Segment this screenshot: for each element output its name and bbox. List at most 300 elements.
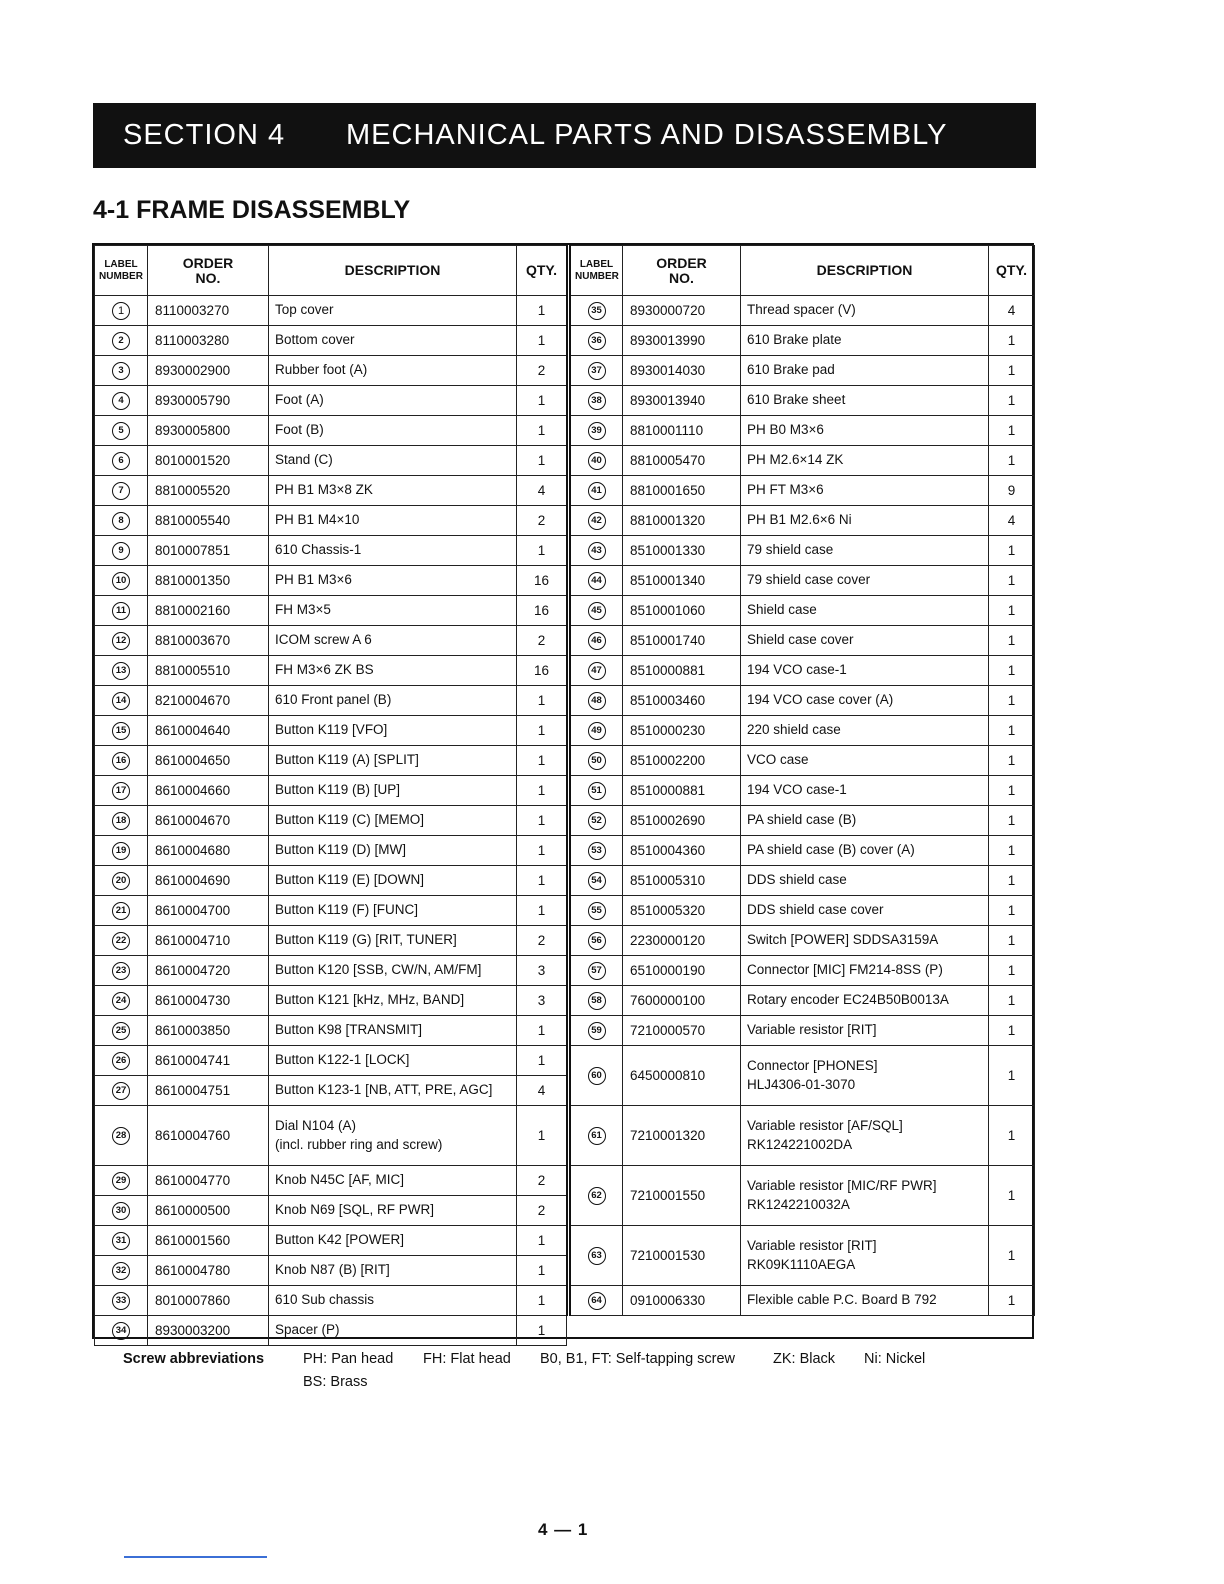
description-text: Button K123-1 [NB, ATT, PRE, AGC] bbox=[275, 1082, 493, 1098]
description-cell bbox=[741, 1226, 989, 1286]
description-text: DDS shield case bbox=[747, 872, 847, 888]
description-cell bbox=[269, 296, 517, 326]
table-row bbox=[569, 986, 1035, 1016]
description-text: Button K119 (C) [MEMO] bbox=[275, 812, 425, 828]
circled-label-icon: 32 bbox=[112, 1262, 130, 1280]
label-number-cell bbox=[569, 1166, 623, 1226]
table-row bbox=[95, 326, 567, 356]
table-row bbox=[95, 596, 567, 626]
description-text: Button K121 [kHz, MHz, BAND] bbox=[275, 992, 465, 1008]
description-text: Flexible cable P.C. Board B 792 bbox=[747, 1292, 937, 1308]
circled-label-icon: 63 bbox=[588, 1247, 606, 1265]
table-row bbox=[95, 956, 567, 986]
circled-label-icon: 36 bbox=[588, 332, 606, 350]
description-text: PH B1 M3×8 ZK bbox=[275, 482, 373, 498]
label-number-cell bbox=[569, 416, 623, 446]
description-text: Button K119 (D) [MW] bbox=[275, 842, 407, 858]
description-text: Button K122-1 [LOCK] bbox=[275, 1052, 410, 1068]
description-text: Button K119 [VFO] bbox=[275, 722, 388, 738]
description-cell bbox=[269, 956, 517, 986]
label-number-cell bbox=[95, 896, 148, 926]
description-text: Button K119 (E) [DOWN] bbox=[275, 872, 425, 888]
label-number-cell bbox=[95, 476, 148, 506]
table-row bbox=[95, 1076, 567, 1106]
qty-header: QTY. bbox=[989, 246, 1035, 296]
qty-cell: 1 bbox=[989, 386, 1035, 416]
circled-label-icon: 16 bbox=[112, 752, 130, 770]
description-text: Shield case cover bbox=[747, 632, 854, 648]
circled-label-icon: 29 bbox=[112, 1172, 130, 1190]
qty-cell: 2 bbox=[517, 1166, 567, 1196]
order-number-cell: 8510002200 bbox=[623, 746, 741, 776]
qty-cell: 1 bbox=[517, 446, 567, 476]
description-cell bbox=[269, 626, 517, 656]
order-number-cell: 8810002160 bbox=[148, 596, 269, 626]
qty-cell: 1 bbox=[989, 986, 1035, 1016]
qty-cell: 1 bbox=[989, 1046, 1035, 1106]
qty-cell: 2 bbox=[517, 506, 567, 536]
table-row bbox=[95, 1256, 567, 1286]
legend-bs: BS: Brass bbox=[303, 1374, 368, 1390]
description-cell bbox=[741, 356, 989, 386]
circled-label-icon: 11 bbox=[112, 602, 130, 620]
description-text: 610 Brake sheet bbox=[747, 392, 846, 408]
circled-label-icon: 44 bbox=[588, 572, 606, 590]
description-text: Foot (B) bbox=[275, 422, 324, 438]
table-row bbox=[569, 1226, 1035, 1286]
table-row bbox=[569, 716, 1035, 746]
label-number-cell bbox=[95, 446, 148, 476]
table-row bbox=[569, 626, 1035, 656]
description-cell bbox=[269, 926, 517, 956]
qty-cell: 1 bbox=[517, 1226, 567, 1256]
circled-label-icon: 46 bbox=[588, 632, 606, 650]
order-number-cell: 8610004770 bbox=[148, 1166, 269, 1196]
order-number-cell: 7210000570 bbox=[623, 1016, 741, 1046]
qty-cell: 1 bbox=[989, 416, 1035, 446]
qty-cell: 1 bbox=[517, 746, 567, 776]
order-number-cell: 8610004650 bbox=[148, 746, 269, 776]
table-row bbox=[95, 416, 567, 446]
qty-cell: 9 bbox=[989, 476, 1035, 506]
description-cell bbox=[741, 566, 989, 596]
qty-cell: 1 bbox=[517, 416, 567, 446]
table-row bbox=[95, 1286, 567, 1316]
qty-cell: 1 bbox=[989, 1226, 1035, 1286]
label-number-cell bbox=[569, 656, 623, 686]
qty-cell: 1 bbox=[517, 1106, 567, 1166]
description-cell bbox=[269, 656, 517, 686]
label-number-cell bbox=[95, 1316, 148, 1346]
order-number-cell: 8810005470 bbox=[623, 446, 741, 476]
section-banner bbox=[93, 103, 1036, 168]
qty-cell: 1 bbox=[989, 866, 1035, 896]
description-cell bbox=[269, 986, 517, 1016]
label-number-cell bbox=[95, 1016, 148, 1046]
order-number-cell: 7600000100 bbox=[623, 986, 741, 1016]
table-row bbox=[569, 1166, 1035, 1226]
qty-cell: 1 bbox=[517, 1256, 567, 1286]
label-number-cell bbox=[95, 986, 148, 1016]
description-text: PH B1 M3×6 bbox=[275, 572, 352, 588]
circled-label-icon: 20 bbox=[112, 872, 130, 890]
description-text: ICOM screw A 6 bbox=[275, 632, 372, 648]
order-number-cell: 8930003200 bbox=[148, 1316, 269, 1346]
label-number-cell bbox=[569, 476, 623, 506]
order-number-cell: 8510002690 bbox=[623, 806, 741, 836]
qty-cell: 1 bbox=[989, 836, 1035, 866]
description-cell bbox=[741, 596, 989, 626]
description-cell bbox=[741, 536, 989, 566]
circled-label-icon: 53 bbox=[588, 842, 606, 860]
description-text: 194 VCO case-1 bbox=[747, 662, 847, 678]
order-number-header: ORDER NO. bbox=[623, 246, 741, 296]
description-cell bbox=[741, 476, 989, 506]
label-number-cell bbox=[95, 1286, 148, 1316]
description-cell bbox=[269, 776, 517, 806]
table-row bbox=[569, 1286, 1035, 1316]
order-number-cell: 8610004640 bbox=[148, 716, 269, 746]
qty-cell: 1 bbox=[989, 1016, 1035, 1046]
table-row bbox=[569, 566, 1035, 596]
description-cell bbox=[741, 686, 989, 716]
qty-cell: 4 bbox=[989, 506, 1035, 536]
description-text: Button K119 (B) [UP] bbox=[275, 782, 401, 798]
qty-cell: 1 bbox=[517, 866, 567, 896]
qty-cell: 1 bbox=[517, 1316, 567, 1346]
qty-cell: 1 bbox=[517, 1286, 567, 1316]
description-header: DESCRIPTION bbox=[269, 246, 517, 296]
circled-label-icon: 58 bbox=[588, 992, 606, 1010]
description-text: Variable resistor [AF/SQL] bbox=[747, 1118, 903, 1134]
circled-label-icon: 21 bbox=[112, 902, 130, 920]
qty-cell: 1 bbox=[989, 776, 1035, 806]
qty-cell: 1 bbox=[989, 956, 1035, 986]
table-header-row bbox=[569, 246, 1035, 296]
description-cell bbox=[741, 1166, 989, 1226]
table-row bbox=[95, 1046, 567, 1076]
label-number-header: LABEL NUMBER bbox=[95, 246, 148, 296]
circled-label-icon: 4 bbox=[112, 392, 130, 410]
description-text: FH M3×6 ZK BS bbox=[275, 662, 374, 678]
description-text: Connector [MIC] FM214-8SS (P) bbox=[747, 962, 943, 978]
label-number-cell bbox=[95, 536, 148, 566]
description-text: FH M3×5 bbox=[275, 602, 331, 618]
label-number-cell bbox=[569, 296, 623, 326]
description-cell bbox=[269, 1316, 517, 1346]
description-text: Spacer (P) bbox=[275, 1322, 340, 1338]
label-number-cell bbox=[95, 926, 148, 956]
description-cell bbox=[269, 1046, 517, 1076]
qty-cell: 1 bbox=[989, 656, 1035, 686]
description-text: Button K120 [SSB, CW/N, AM/FM] bbox=[275, 962, 482, 978]
table-row bbox=[95, 536, 567, 566]
description-cell bbox=[741, 1016, 989, 1046]
description-text-line2: HLJ4306-01-3070 bbox=[747, 1076, 856, 1092]
order-number-cell: 8930014030 bbox=[623, 356, 741, 386]
label-number-cell bbox=[569, 1106, 623, 1166]
table-row bbox=[569, 956, 1035, 986]
order-number-cell: 8930005790 bbox=[148, 386, 269, 416]
label-number-cell bbox=[95, 656, 148, 686]
description-text: Variable resistor [RIT] bbox=[747, 1022, 877, 1038]
order-number-cell: 8930000720 bbox=[623, 296, 741, 326]
table-row bbox=[95, 896, 567, 926]
label-number-cell bbox=[95, 1196, 148, 1226]
qty-cell: 1 bbox=[989, 326, 1035, 356]
label-number-cell bbox=[95, 296, 148, 326]
description-text-line2: RK124221002DA bbox=[747, 1136, 853, 1152]
table-row bbox=[569, 746, 1035, 776]
circled-label-icon: 23 bbox=[112, 962, 130, 980]
label-number-cell bbox=[569, 356, 623, 386]
qty-cell: 4 bbox=[517, 476, 567, 506]
description-text: 610 Sub chassis bbox=[275, 1292, 375, 1308]
table-row bbox=[569, 476, 1035, 506]
qty-cell: 2 bbox=[517, 1196, 567, 1226]
description-cell bbox=[269, 1286, 517, 1316]
description-cell bbox=[741, 416, 989, 446]
qty-cell: 1 bbox=[989, 356, 1035, 386]
label-number-cell bbox=[569, 686, 623, 716]
qty-cell: 1 bbox=[989, 626, 1035, 656]
table-row bbox=[95, 686, 567, 716]
circled-label-icon: 64 bbox=[588, 1292, 606, 1310]
description-text: Button K98 [TRANSMIT] bbox=[275, 1022, 423, 1038]
order-number-cell: 7210001550 bbox=[623, 1166, 741, 1226]
circled-label-icon: 55 bbox=[588, 902, 606, 920]
description-text: 194 VCO case-1 bbox=[747, 782, 847, 798]
table-row bbox=[569, 866, 1035, 896]
order-number-cell: 8810001650 bbox=[623, 476, 741, 506]
description-cell bbox=[269, 806, 517, 836]
order-number-cell: 8010007860 bbox=[148, 1286, 269, 1316]
description-cell bbox=[269, 536, 517, 566]
description-cell bbox=[269, 386, 517, 416]
table-row bbox=[95, 506, 567, 536]
order-number-cell: 8510005310 bbox=[623, 866, 741, 896]
description-cell bbox=[269, 1166, 517, 1196]
description-cell bbox=[741, 836, 989, 866]
table-row bbox=[569, 896, 1035, 926]
circled-label-icon: 15 bbox=[112, 722, 130, 740]
label-number-cell bbox=[95, 1226, 148, 1256]
table-row bbox=[569, 656, 1035, 686]
table-row bbox=[569, 1106, 1035, 1166]
qty-cell: 1 bbox=[517, 1046, 567, 1076]
description-text: Knob N45C [AF, MIC] bbox=[275, 1172, 405, 1188]
circled-label-icon: 26 bbox=[112, 1052, 130, 1070]
description-text: Knob N87 (B) [RIT] bbox=[275, 1262, 390, 1278]
table-header-row bbox=[95, 246, 567, 296]
description-cell bbox=[741, 716, 989, 746]
table-row bbox=[95, 1196, 567, 1226]
circled-label-icon: 7 bbox=[112, 482, 130, 500]
circled-label-icon: 9 bbox=[112, 542, 130, 560]
qty-cell: 3 bbox=[517, 986, 567, 1016]
qty-cell: 1 bbox=[517, 686, 567, 716]
circled-label-icon: 40 bbox=[588, 452, 606, 470]
description-cell bbox=[741, 866, 989, 896]
circled-label-icon: 54 bbox=[588, 872, 606, 890]
legend-ph: PH: Pan head bbox=[303, 1351, 394, 1367]
label-number-cell bbox=[569, 806, 623, 836]
label-number-cell bbox=[95, 1046, 148, 1076]
table-row bbox=[569, 806, 1035, 836]
description-cell bbox=[269, 746, 517, 776]
label-number-cell bbox=[569, 956, 623, 986]
table-row bbox=[95, 866, 567, 896]
description-cell bbox=[741, 326, 989, 356]
order-number-cell: 6510000190 bbox=[623, 956, 741, 986]
order-number-cell: 8610004780 bbox=[148, 1256, 269, 1286]
table-row bbox=[95, 1316, 567, 1346]
description-cell bbox=[269, 416, 517, 446]
legend-heading: Screw abbreviations bbox=[123, 1351, 265, 1367]
description-text: Top cover bbox=[275, 302, 334, 318]
table-row bbox=[95, 836, 567, 866]
order-number-cell: 8610003850 bbox=[148, 1016, 269, 1046]
parts-table-right bbox=[566, 245, 1035, 1316]
table-row bbox=[95, 1016, 567, 1046]
label-number-header: LABEL NUMBER bbox=[569, 246, 623, 296]
order-number-cell: 0910006330 bbox=[623, 1286, 741, 1316]
qty-cell: 1 bbox=[517, 836, 567, 866]
qty-cell: 1 bbox=[989, 926, 1035, 956]
order-number-cell: 8610004760 bbox=[148, 1106, 269, 1166]
label-number-cell bbox=[569, 1046, 623, 1106]
description-text: Bottom cover bbox=[275, 332, 355, 348]
description-text: Dial N104 (A) bbox=[275, 1118, 357, 1134]
circled-label-icon: 59 bbox=[588, 1022, 606, 1040]
qty-cell: 16 bbox=[517, 596, 567, 626]
description-text: Thread spacer (V) bbox=[747, 302, 856, 318]
description-text: Knob N69 [SQL, RF PWR] bbox=[275, 1202, 435, 1218]
description-cell bbox=[741, 806, 989, 836]
label-number-cell bbox=[569, 926, 623, 956]
qty-cell: 16 bbox=[517, 656, 567, 686]
circled-label-icon: 57 bbox=[588, 962, 606, 980]
qty-cell: 1 bbox=[989, 896, 1035, 926]
label-number-cell bbox=[95, 566, 148, 596]
label-number-cell bbox=[95, 686, 148, 716]
table-row bbox=[95, 296, 567, 326]
description-text: PA shield case (B) cover (A) bbox=[747, 842, 915, 858]
description-text-line2: RK1242210032A bbox=[747, 1196, 850, 1212]
description-cell bbox=[269, 896, 517, 926]
description-text: Connector [PHONES] bbox=[747, 1058, 878, 1074]
circled-label-icon: 27 bbox=[112, 1082, 130, 1100]
description-cell bbox=[269, 1226, 517, 1256]
circled-label-icon: 48 bbox=[588, 692, 606, 710]
description-cell bbox=[269, 866, 517, 896]
order-number-cell: 8510000881 bbox=[623, 656, 741, 686]
circled-label-icon: 25 bbox=[112, 1022, 130, 1040]
circled-label-icon: 52 bbox=[588, 812, 606, 830]
order-number-cell: 8110003270 bbox=[148, 296, 269, 326]
circled-label-icon: 2 bbox=[112, 332, 130, 350]
order-number-cell: 8510000230 bbox=[623, 716, 741, 746]
qty-cell: 1 bbox=[517, 716, 567, 746]
description-text: Rubber foot (A) bbox=[275, 362, 368, 378]
description-text: Rotary encoder EC24B50B0013A bbox=[747, 992, 949, 1008]
label-number-cell bbox=[569, 836, 623, 866]
label-number-cell bbox=[569, 536, 623, 566]
qty-cell: 1 bbox=[989, 566, 1035, 596]
order-number-cell: 8810005520 bbox=[148, 476, 269, 506]
qty-cell: 1 bbox=[517, 776, 567, 806]
description-cell bbox=[741, 1286, 989, 1316]
order-number-cell: 8930013990 bbox=[623, 326, 741, 356]
description-cell bbox=[741, 386, 989, 416]
description-cell bbox=[269, 566, 517, 596]
circled-label-icon: 8 bbox=[112, 512, 130, 530]
table-row bbox=[569, 446, 1035, 476]
order-number-cell: 8610000500 bbox=[148, 1196, 269, 1226]
order-number-cell: 8810001350 bbox=[148, 566, 269, 596]
circled-label-icon: 62 bbox=[588, 1187, 606, 1205]
label-number-cell bbox=[95, 836, 148, 866]
circled-label-icon: 45 bbox=[588, 602, 606, 620]
description-cell bbox=[741, 1046, 989, 1106]
label-number-cell bbox=[569, 866, 623, 896]
circled-label-icon: 56 bbox=[588, 932, 606, 950]
description-text: Button K119 (G) [RIT, TUNER] bbox=[275, 932, 457, 948]
table-row bbox=[569, 326, 1035, 356]
table-row bbox=[95, 566, 567, 596]
label-number-cell bbox=[569, 386, 623, 416]
description-text-line2: (incl. rubber ring and screw) bbox=[275, 1136, 443, 1152]
table-row bbox=[569, 1046, 1035, 1106]
order-number-cell: 8610004670 bbox=[148, 806, 269, 836]
table-row bbox=[95, 626, 567, 656]
order-number-cell: 8510004360 bbox=[623, 836, 741, 866]
description-text: 610 Brake plate bbox=[747, 332, 842, 348]
table-row bbox=[569, 1016, 1035, 1046]
description-cell bbox=[741, 296, 989, 326]
label-number-cell bbox=[95, 506, 148, 536]
circled-label-icon: 13 bbox=[112, 662, 130, 680]
qty-cell: 1 bbox=[989, 596, 1035, 626]
qty-cell: 1 bbox=[517, 326, 567, 356]
order-number-cell: 8510005320 bbox=[623, 896, 741, 926]
table-row bbox=[95, 1226, 567, 1256]
qty-cell: 1 bbox=[989, 1166, 1035, 1226]
table-row bbox=[95, 356, 567, 386]
qty-cell: 1 bbox=[517, 386, 567, 416]
label-number-cell bbox=[569, 776, 623, 806]
description-text: DDS shield case cover bbox=[747, 902, 884, 918]
description-cell bbox=[269, 476, 517, 506]
description-cell bbox=[741, 986, 989, 1016]
label-number-cell bbox=[569, 566, 623, 596]
description-cell bbox=[269, 686, 517, 716]
order-number-cell: 8610004710 bbox=[148, 926, 269, 956]
description-text: 79 shield case cover bbox=[747, 572, 871, 588]
qty-cell: 1 bbox=[989, 536, 1035, 566]
table-row bbox=[569, 506, 1035, 536]
qty-cell: 1 bbox=[517, 296, 567, 326]
order-number-cell: 8510000881 bbox=[623, 776, 741, 806]
order-number-cell: 8510001330 bbox=[623, 536, 741, 566]
description-text: Button K119 (F) [FUNC] bbox=[275, 902, 419, 918]
table-row bbox=[95, 386, 567, 416]
description-cell bbox=[741, 656, 989, 686]
qty-cell: 1 bbox=[989, 1106, 1035, 1166]
parts-table-left bbox=[94, 245, 567, 1346]
description-cell bbox=[741, 1106, 989, 1166]
label-number-cell bbox=[95, 956, 148, 986]
